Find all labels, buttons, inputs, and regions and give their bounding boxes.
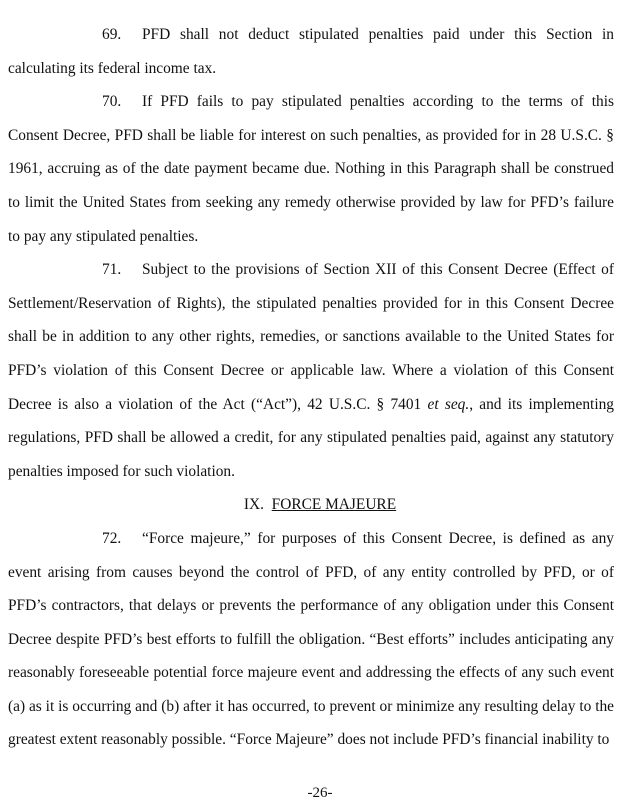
paragraph-text: , and its implementing regulations, PFD shall be allowed a credit, for any stipulated penalties paid, against any statutory penalties imposed for such violation. [8, 395, 614, 480]
paragraph-71 [8, 253, 614, 488]
page-number: -26- [307, 785, 333, 801]
paragraph-text: Subject to the provisions of Section XII of this Consent Decree (Effect of Settlement/Reservation of Rights), the stipulated penalties provided for in this Consent Decree shall be in addition to any other rights, remedies, or sanctions available to the United States for PFD’s violation of this Consent Decree or applicable law. Where a violation of this Consent Decree is also a violation of the Act (“Act”), 42 U.S.C. § 7401 [8, 261, 614, 413]
paragraph-number: 71. [102, 261, 122, 279]
paragraph-69 [8, 18, 614, 85]
paragraph-text: PFD shall not deduct stipulated penalties paid under this Section in calculating its federal income tax. [8, 26, 614, 77]
paragraph-text-italic: et seq. [427, 395, 470, 413]
paragraph-text: If PFD fails to pay stipulated penalties according to the terms of this Consent Decree, PFD shall be liable for interest on such penalties, as provided for in 28 U.S.C. § 1961, accruing as of the date payment became due. Nothing in this Paragraph shall be construed to limit the United States from seeking any remedy otherwise provided by law for PFD’s failure to pay any stipulated penalties. [8, 93, 614, 245]
section-title: FORCE MAJEURE [271, 496, 397, 514]
paragraph-70 [8, 85, 614, 253]
paragraph-number: 70. [102, 93, 122, 111]
paragraph-number: 72. [102, 529, 122, 547]
paragraph-text: “Force majeure,” for purposes of this Consent Decree, is defined as any event arising from causes beyond the control of PFD, of any entity controlled by PFD, or of PFD’s contractors, that delays or prevents the performance of any obligation under this Consent Decree despite PFD’s best efforts to fulfill the obligation. “Best efforts” includes anticipating any reasonably foreseeable potential force majeure event and addressing the effects of any such event (a) as it is occurring and (b) after it has occurred, to prevent or minimize any resulting delay to the greatest extent reasonably possible. “Force Majeure” does not include PFD’s financial inability to [8, 529, 614, 749]
paragraph-72 [8, 522, 614, 757]
section-number: IX. [243, 496, 264, 514]
section-heading [8, 488, 614, 522]
paragraph-number: 69. [102, 26, 122, 43]
